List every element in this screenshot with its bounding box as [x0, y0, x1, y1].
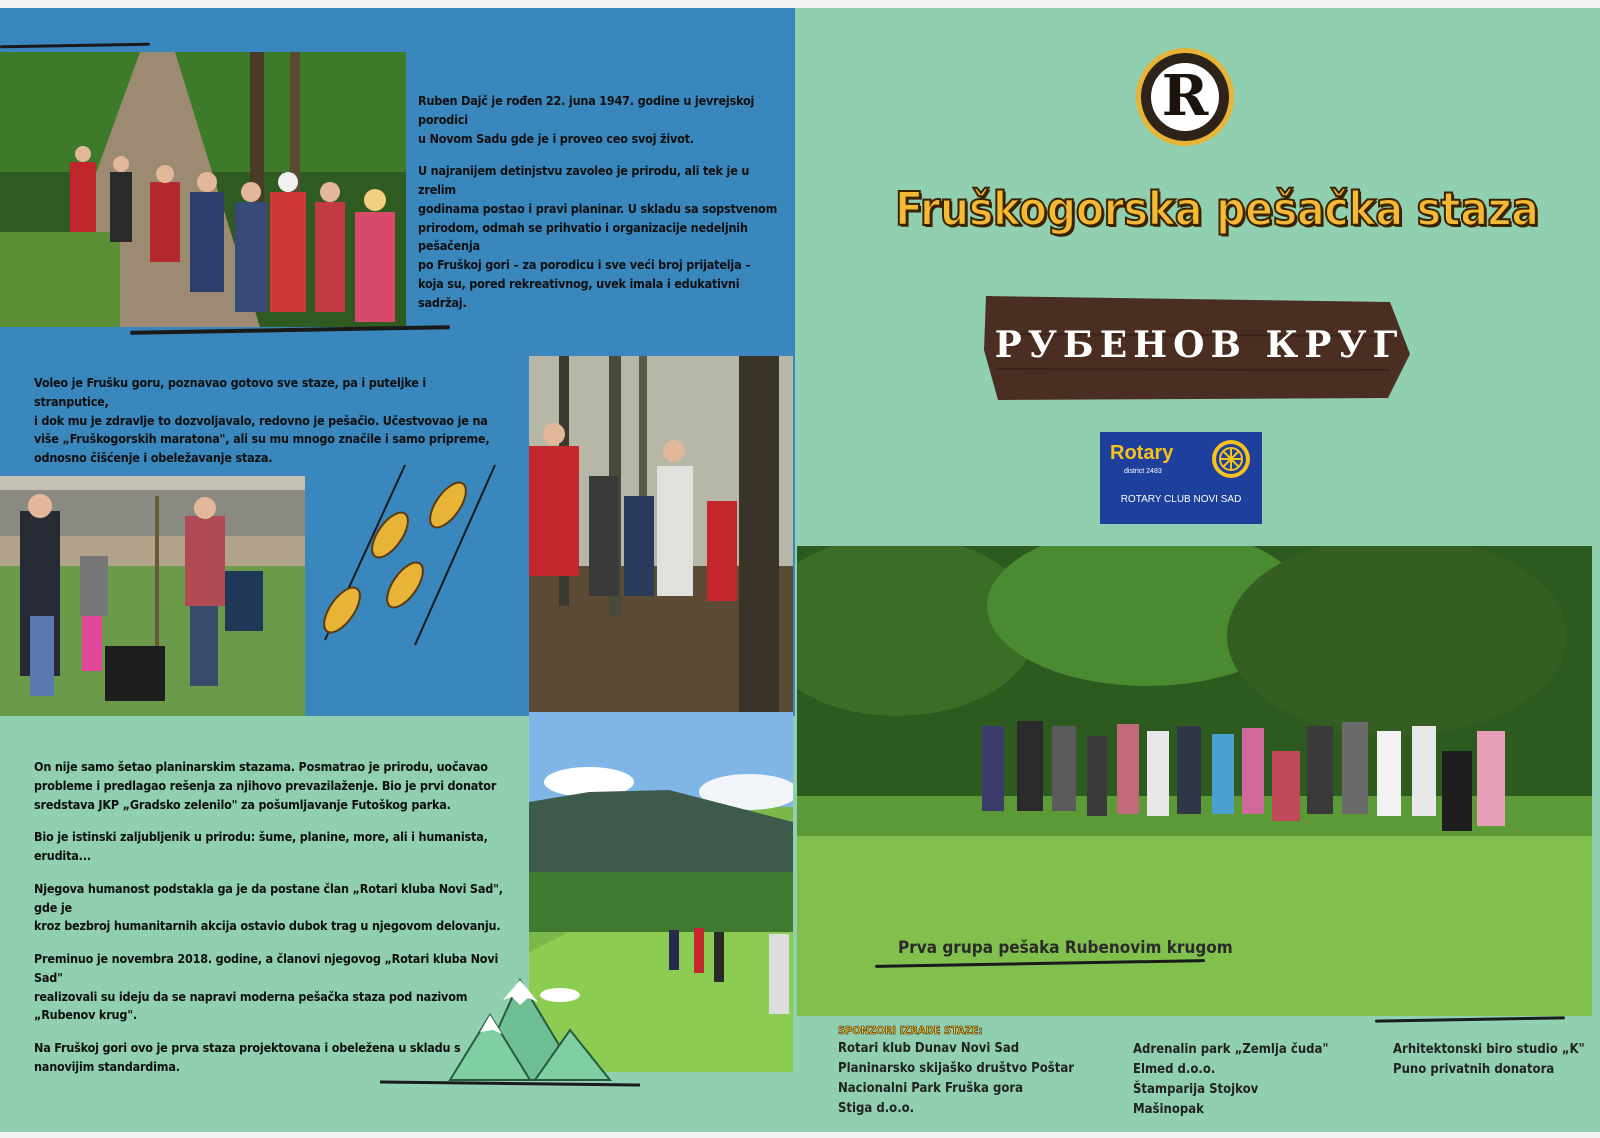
- sponsor-item: Štamparija Stojkov: [1133, 1082, 1259, 1098]
- story-paragraph-5: Na Fruškoj gori ovo je prva staza projektovana i obeležena u skladu s nanovijim standardima.: [34, 1040, 461, 1074]
- fruska-paragraph: Voleo je Frušku goru, poznavao gotovo sve staze, pa i puteljke i stranputice, i dok mu je zdravlje to dozvoljavalo, redovno je pešačio. Učestvovao je na više „Fruškogorskih maratona", ali su mu mnogo značile i samo pripreme, odnosno čišćenje i obeležavanje staza.: [34, 375, 490, 465]
- rotary-club: ROTARY CLUB NOVI SAD: [1120, 494, 1242, 505]
- bio-text: [418, 92, 788, 326]
- sponsor-item: Planinarsko skijaško društvo Poštar: [838, 1061, 1074, 1077]
- story-paragraph-3: Njegova humanost podstakla ga je da postane član „Rotari kluba Novi Sad", gde je kroz bezbroj humanitarnih akcija ostavio dubok trag u njegovom delovanju.: [34, 880, 503, 934]
- rotary-logo: [1100, 432, 1262, 524]
- sponsors-col-3: [1393, 1040, 1585, 1080]
- sponsors-heading: SPONZORI IZRADE STAZE:: [838, 1024, 983, 1037]
- wooden-sign: [978, 294, 1420, 404]
- sponsors-col-1: [838, 1022, 1074, 1120]
- bio-paragraph-2: U najranijem detinjstvu zavoleo je prirodu, ali tek je u zrelim godinama postao i pravi planinar. U skladu sa sopstvenom prirodom, odmah se prihvatio i organizacije nedeljnih pešačenja po Fruškoj gori – za porodicu i sve veći broj prijatelja – koja su, pored rekreativnog, uvek imala i edukativni sadržaj.: [418, 163, 778, 310]
- story-paragraph-4: Preminuo je novembra 2018. godine, a članovi njegovog „Rotari kluba Novi Sad" realizovali su ideju da se napravi moderna pešačka staza pod nazivom „Rubenov krug".: [34, 951, 499, 1023]
- sign-title: РУБЕНОВ КРУГ: [994, 324, 1404, 366]
- sponsor-item: Nacionalni Park Fruška gora: [838, 1081, 1024, 1097]
- story-paragraph-2: Bio je istinski zaljubljenik u prirodu: šume, planine, more, ali i humanista, erudita...: [34, 829, 488, 863]
- rotary-wheel-icon: [1210, 438, 1252, 480]
- r-logo-icon: [1136, 48, 1234, 146]
- sponsor-item: Arhitektonski biro studio „K": [1393, 1042, 1585, 1057]
- photo-hikers-forest-path: [0, 52, 406, 327]
- sponsor-item: Puno privatnih donatora: [1393, 1062, 1555, 1078]
- logo-letter: R: [1161, 63, 1209, 129]
- sponsor-item: Elmed d.o.o.: [1133, 1062, 1216, 1078]
- footprints-graphic: [315, 455, 505, 655]
- sponsor-item: Rotari klub Dunav Novi Sad: [838, 1041, 1020, 1057]
- sponsors-col-2: [1133, 1040, 1329, 1121]
- photo-forest-children: [529, 356, 793, 712]
- rotary-name: Rotary: [1110, 442, 1174, 464]
- photo-tree-planting: [0, 476, 305, 716]
- sponsor-item: Adrenalin park „Zemlja čuda": [1133, 1042, 1329, 1057]
- photo-caption: Prva grupa pešaka Rubenovim krugom: [898, 938, 1233, 958]
- sponsor-item: Stiga d.o.o.: [838, 1101, 915, 1117]
- mountain-illustration: [380, 970, 640, 1090]
- bio-paragraph-1: Ruben Dajč je rođen 22. juna 1947. godine u jevrejskoj porodici u Novom Sadu gde je i proveo ceo svoj život.: [418, 93, 755, 146]
- rotary-district: district 2483: [1124, 468, 1162, 475]
- sponsor-item: Mašinopak: [1133, 1102, 1204, 1118]
- main-title: Fruškogorska pešačka staza: [895, 182, 1539, 236]
- story-paragraph-1: On nije samo šetao planinarskim stazama. Posmatrao je prirodu, uočavao probleme i predlagao rešenja za njihovo prevazilaženje. Bio je prvi donator sredstava JKP „Gradsko zelenilo" za pošumljavanje Futoškog parka.: [34, 759, 497, 812]
